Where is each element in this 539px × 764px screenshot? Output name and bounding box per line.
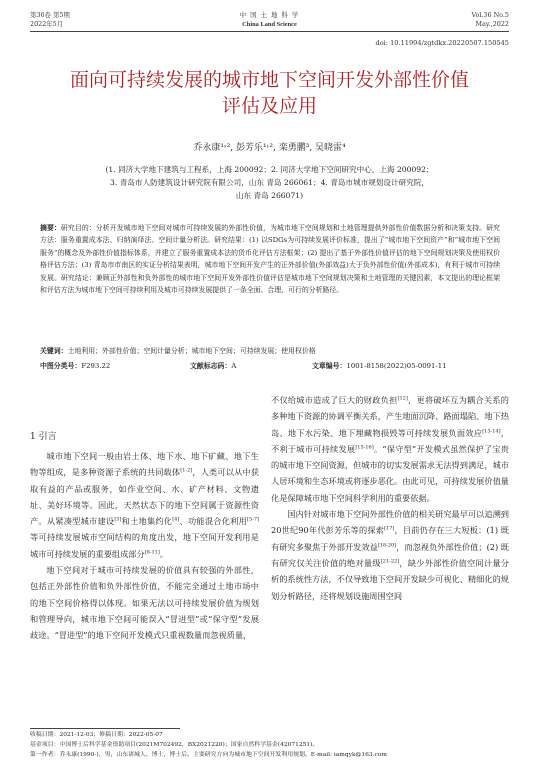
affiliations: [40, 163, 499, 202]
keywords-label: 关键词：: [40, 347, 68, 355]
footnote-first-author: 第一作者：乔永康(1990-)，男，山东诸城人，博士，博士后。主要研究方向为城市地下空间开发利用规划。E-mail: iamqyk@163.com: [30, 751, 387, 758]
affiliation-line: (1. 同济大学地下建筑与工程系，上海 200092；2. 同济大学地下空间研究中心，上海 200092；: [105, 165, 434, 174]
authors: 乔永康¹˒², 彭芳乐¹˒², 栾勇鹏³, 吴晓雷⁴: [193, 143, 346, 153]
clc-number: 中图分类号：F293.22: [40, 362, 111, 370]
header-date-cn: 2022年5月: [30, 20, 64, 28]
affiliation-line: 3. 青岛市人防建筑设计研究院有限公司，山东 青岛 266061；4. 青岛市城市规划设计研究院，: [110, 178, 429, 187]
paragraph: 地下空间对于城市可持续发展的价值具有较强的外部性，包括正外部性价值和负外部性价值，不能完全通过土地市场中的地下空间价格得以体现。如果无法以可持续发展价值为规划和管理导向，城市地下空间可能误入“冒进型”或“保守型”发展歧途。“冒进型”的地下空间开发模式只重视数量而忽视质量，: [30, 565, 259, 641]
paragraph: 城市地下空间一般由岩土体、地下水、地下矿藏、地下生物等组成，是多种资源子系统的共同载体[1-2]，人类可以从中获取有益的产品或服务，如作业空间、水、矿产材料、文物遗址、美好环境等。因此，天然状态下的地下空间属于资源性资产。从紧凑型城市建设[3]和土地集约化[4]、功能混合化利用[5-7]等可持续发展城市空间结构的角度出发，地下空间开发利用是城市可持续发展的重要组成部分[8-11]。: [30, 451, 259, 559]
right-column: [271, 392, 509, 604]
header-volume-cn: 第36卷 第5期: [30, 11, 70, 19]
footnote-rule: [30, 728, 180, 729]
paragraph: 不仅给城市造成了巨大的财政负担[12]，更将破坏互为耦合关系的多种地下资源的协调平衡关系，产生地面沉降、路面塌陷、地下热岛、地下水污染、地下埋藏物损毁等可持续发展负面效应[13-14]，不利于城市可持续发展[15-16]。“保守型”开发模式虽然保护了宝贵的城市地下空间资源，但城市的切实发展需求无法得到满足，城市人居环境和生态环境或将逐步恶化。由此可见，可持续发展价值量化是保障城市地下空间科学利用的重要依据。: [271, 395, 509, 503]
doi: doi: 10.11994/zgtdkx.20220507.150545: [375, 39, 509, 47]
article-title-line-1: 面向可持续发展的城市地下空间开发外部性价值: [69, 69, 469, 91]
header-rule: [30, 31, 509, 32]
header-journal-cn: 中 国 土 地 科 学: [239, 11, 300, 19]
abstract-label: 摘要：: [40, 224, 61, 232]
header-date-en: May.,2022: [475, 20, 509, 28]
affiliation-line: 山东 青岛 266071): [235, 191, 304, 200]
left-column: [30, 448, 259, 644]
footnote-funding: 基金项目：中国博士后科学基金资助项目(2021M702492，BX2021220)；国家自然科学基金(42071251)。: [30, 741, 319, 748]
keywords: [40, 346, 500, 356]
abstract: [40, 222, 500, 296]
abstract-text: 研究目的：分析开发城市地下空间对城市可持续发展的外部性价值，为城市地下空间规划和土地管理提供外部性价值数据分析和决策支持。研究方法：服务重置成本法、归纳演绎法、空间计量分析法。研究结果：(1) 以SDGs为可持续发展评价标准，提出了“城市地下空间资产”和“城市地下空间服务”的概念及外部性价值指标体系，并建立了服务重置成本法的货币化评估方法框架；(2) 提出了基于外部性价值评估的地下空间规划决策及使用权价格评估方法；(3) 青岛市市南区的实证分析结果表明，城市地下空间开发产生的正外部价值(外部效益)大于负外部性价值(外部成本)，有利于城市可持续发展。研究结论：兼顾正外部性和负外部性的城市地下空间开发外部性价值评估是城市地下空间规划决策和土地管理的关键因素，本文提出的理论框架和评估方法为城市地下空间可持续利用及城市可持续发展提供了一条全面、合理、可行的分析路径。: [40, 224, 501, 295]
article-number: 文章编号：1001-8158(2022)05-0091-11: [312, 362, 447, 370]
article-title-line-2: 评估及应用: [221, 95, 317, 117]
footnotes: [30, 731, 510, 760]
paragraph: 国内针对城市地下空间外部性价值的相关研究最早可以追溯到20世纪90年代彭芳乐等的探索[17]，目前仍存在三大短板：(1) 既有研究多聚焦于外部开发效益[18-20]，而忽视负外部性价值；(2) 既有研究仅关注价值的绝对量级[21-22]，缺少外部性价值空间计量分析的系统性方法，不仅导致地下空间开发缺少可视化、精细化的规划分析路径，还将规划设施周围空间: [271, 509, 509, 601]
keywords-text: 土地利用；外部性价值；空间计量分析；城市地下空间；可持续发展；使用权价格: [67, 347, 316, 355]
section-heading-introduction: 1 引言: [30, 432, 57, 442]
footnote-received: 收稿日期：2021-12-03；修稿日期：2022-05-07: [30, 732, 163, 738]
header-volume-en: Vol.36 No.5: [471, 11, 509, 19]
document-code: 文献标志码：A: [190, 362, 237, 370]
header-journal-en: China Land Science: [242, 21, 297, 28]
